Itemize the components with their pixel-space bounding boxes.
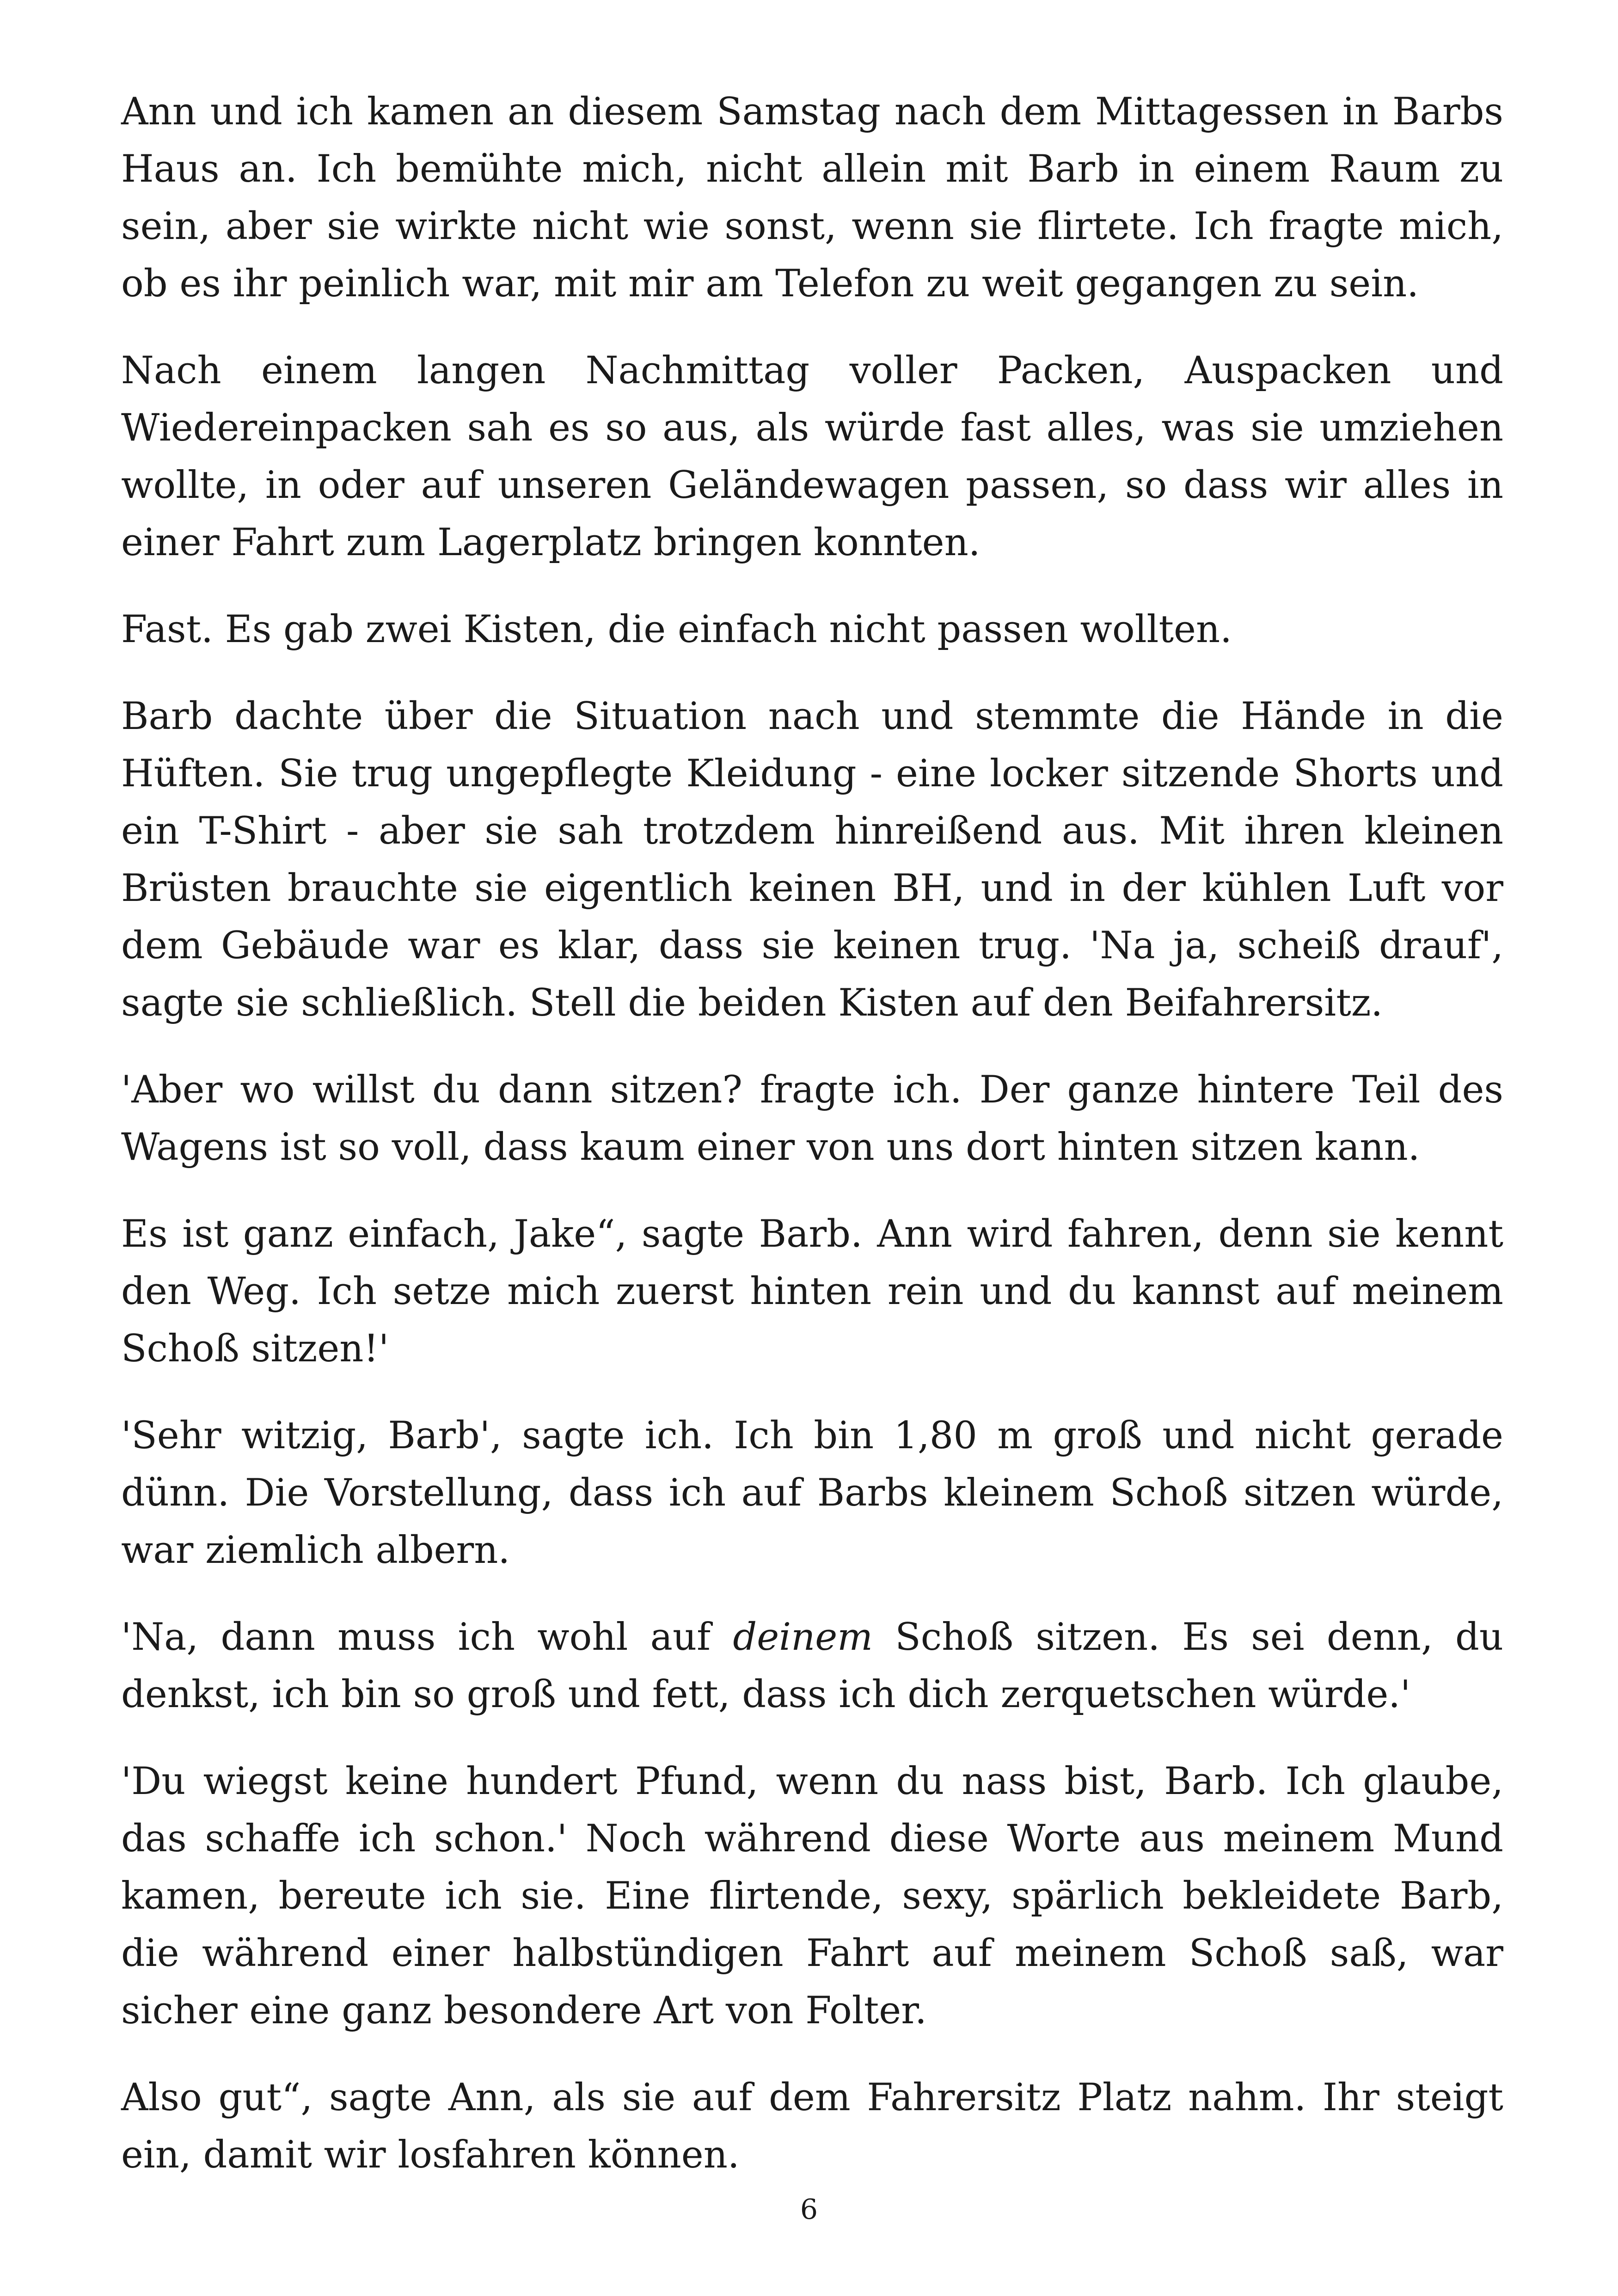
paragraph: Nach einem langen Nachmittag voller Packen, Auspacken und Wiedereinpacken sah es so aus, als würde fast alles, was sie umziehen wollte, in oder auf unseren Geländewagen passen, so dass wir alles in einer Fahrt zum Lagerplatz bringen konnten. [121,349,1503,564]
paragraph: Es ist ganz einfach, Jake“, sagte Barb. Ann wird fahren, denn sie kennt den Weg. Ich setze mich zuerst hinten rein und du kannst auf meinem Schoß sitzen!' [121,1212,1503,1371]
paragraph-text: 'Na, dann muss ich wohl auf [121,1616,733,1659]
paragraph: 'Sehr witzig, Barb', sagte ich. Ich bin 1,80 m groß und nicht gerade dünn. Die Vorstellung, dass ich auf Barbs kleinem Schoß sitzen würde, war ziemlich albern. [121,1414,1503,1572]
document-body [121,83,1503,2213]
paragraph: 'Du wiegst keine hundert Pfund, wenn du nass bist, Barb. Ich glaube, das schaffe ich schon.' Noch während diese Worte aus meinem Mund kamen, bereute ich sie. Eine flirtende, sexy, spärlich bekleidete Barb, die während einer halbstündigen Fahrt auf meinem Schoß saß, war sicher eine ganz besondere Art von Folter. [121,1760,1503,2033]
paragraph: 'Aber wo willst du dann sitzen? fragte ich. Der ganze hintere Teil des Wagens ist so voll, dass kaum einer von uns dort hinten sitzen kann. [121,1068,1503,1169]
paragraph: Fast. Es gab zwei Kisten, die einfach nicht passen wollten. [121,608,1232,651]
paragraph: Also gut“, sagte Ann, als sie auf dem Fahrersitz Platz nahm. Ihr steigt ein, damit wir losfahren können. [121,2076,1503,2177]
paragraph: Ann und ich kamen an diesem Samstag nach dem Mittagessen in Barbs Haus an. Ich bemühte mich, nicht allein mit Barb in einem Raum zu sein, aber sie wirkte nicht wie sonst, wenn sie flirtete. Ich fragte mich, ob es ihr peinlich war, mit mir am Telefon zu weit gegangen zu sein. [121,90,1503,306]
paragraph-text: Schoß sitzen. Es sei denn, du denkst, ich bin so groß und fett, dass ich dich zerquetschen würde.' [121,1616,1503,1716]
page-number: 6 [800,2193,818,2226]
paragraph [121,1609,1503,1723]
paragraph: Barb dachte über die Situation nach und stemmte die Hände in die Hüften. Sie trug ungepflegte Kleidung - eine locker sitzende Shorts und ein T-Shirt - aber sie sah trotzdem hinreißend aus. Mit ihren kleinen Brüsten brauchte sie eigentlich keinen BH, und in der kühlen Luft vor dem Gebäude war es klar, dass sie keinen trug. 'Na ja, scheiß drauf', sagte sie schließlich. Stell die beiden Kisten auf den Beifahrersitz. [121,695,1503,1025]
italic-emphasis: deinem [733,1616,873,1659]
